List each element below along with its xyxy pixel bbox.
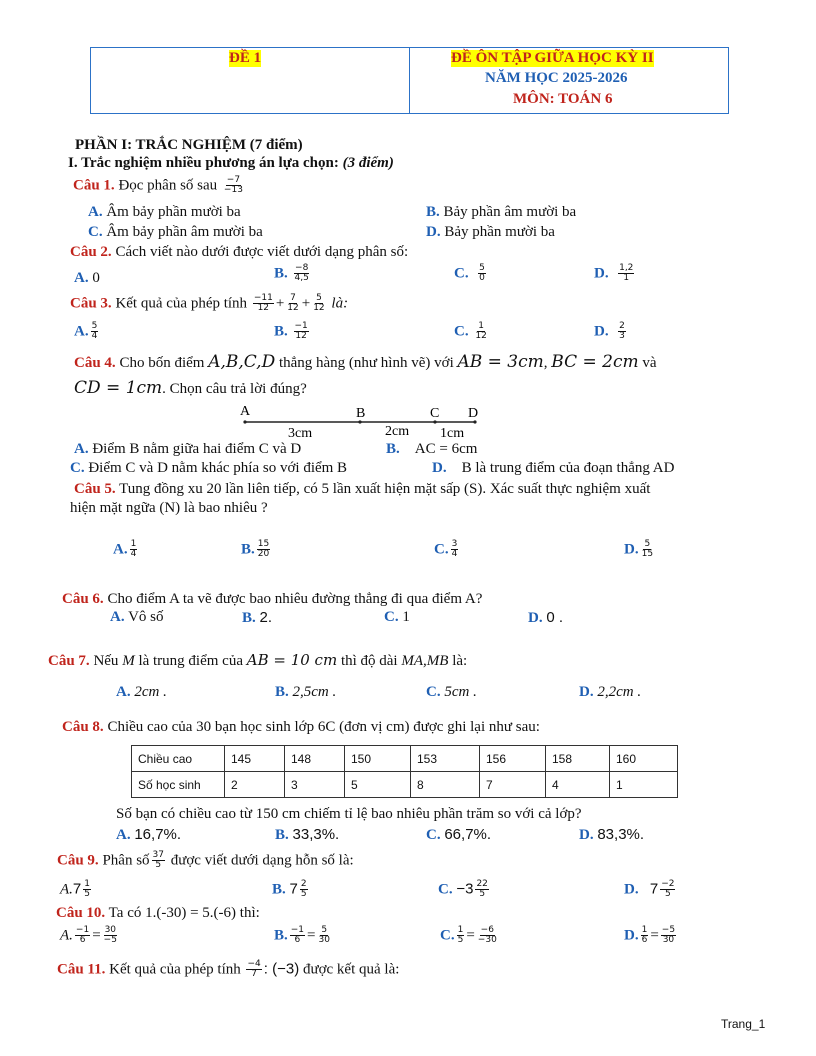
table-header-cell: Chiều cao [132, 746, 225, 772]
label-3cm: 3cm [288, 426, 313, 441]
question-1: Câu 1. Đọc phân số sau $\frac{-7}{-13}$ [73, 175, 243, 196]
q5-option-d[interactable]: D. $\frac{5}{15}$ [624, 539, 654, 560]
question-11: Câu 11. Kết quả của phép tính $\frac{-4}{7}$ : (−3) được kết quả là: [57, 959, 400, 980]
question-6: Câu 6. Cho điểm A ta vẽ được bao nhiêu đường thẳng đi qua điểm A? [62, 591, 483, 607]
q9-option-c[interactable]: C. −3 $\frac{22}{5}$ [438, 879, 488, 900]
q2-option-c[interactable]: C. $\frac{5}{0}$ [454, 263, 485, 284]
label-1cm: 1cm [440, 426, 465, 441]
point-a [243, 420, 246, 423]
q7-option-d[interactable]: D. 2,2cm . [579, 684, 642, 700]
school-year: NĂM HỌC 2025-2026 [485, 70, 628, 86]
subject: MÔN: TOÁN 6 [513, 91, 613, 107]
q3-option-c[interactable]: C. $\frac{1}{12}$ [454, 321, 487, 342]
label-2cm: 2cm [385, 424, 410, 439]
table-row [132, 746, 678, 772]
question-8: Câu 8. Chiều cao của 30 bạn học sinh lớp 6C (đơn vị cm) được ghi lại như sau: [62, 719, 540, 735]
q9-option-b[interactable]: B. 7 $\frac{2}{5}$ [272, 879, 307, 900]
table-cell: 148 [285, 746, 345, 772]
question-3: Câu 3. Kết quả của phép tính $\frac{-11}{12}$ + $\frac{7}{12}$ + $\frac{5}{12}$ là: [70, 293, 349, 314]
table-cell: 2 [225, 772, 285, 798]
q6-option-b[interactable]: B. 2. [242, 609, 273, 626]
q4-figure [230, 402, 500, 442]
q9-option-a[interactable]: A.7 $\frac{1}{5}$ [60, 879, 90, 900]
section-title: I. Trắc nghiệm nhiều phương án lựa chọn: (3 điểm) [68, 155, 394, 171]
q4-option-a[interactable]: A. Điểm B nằm giữa hai điểm C và D [74, 441, 302, 457]
table-row [132, 772, 678, 798]
question-9: Câu 9. Phân số $\frac{37}{5}$ được viết dưới dạng hỗn số là: [57, 850, 354, 871]
question-7: Câu 7. Nếu M là trung điểm của AB = 10 cm thì độ dài MA,MB là: [48, 651, 468, 669]
q4-option-b[interactable]: B. AC = 6cm [386, 441, 478, 457]
q10-option-d[interactable]: D. $\frac{1}{6}$ = $\frac{-5}{30}$ [624, 925, 676, 946]
part-title: PHẦN I: TRẮC NGHIỆM (7 điểm) [75, 137, 303, 153]
question-5: Câu 5. Tung đồng xu 20 lần liên tiếp, có 5 lần xuất hiện mặt sấp (S). Xác suất thực nghiệm xuất [74, 481, 651, 497]
label-a: A [240, 404, 251, 419]
table-cell: 4 [546, 772, 610, 798]
height-table [131, 745, 678, 798]
q10-option-b[interactable]: B. $\frac{-1}{6}$ = $\frac{5}{30}$ [274, 925, 330, 946]
q9-option-d[interactable]: D. 7 $\frac{-2}{5}$ [624, 879, 675, 900]
q2-option-b[interactable]: B. $\frac{-8}{4,5}$ [274, 263, 309, 284]
q1-option-d[interactable]: D. Bảy phần mười ba [426, 224, 555, 240]
q1-option-c[interactable]: C. Âm bảy phần âm mười ba [88, 224, 263, 240]
header-box [90, 47, 729, 114]
q4-option-c[interactable]: C. Điểm C và D nằm khác phía so với điểm B [70, 460, 348, 476]
table-cell: 160 [610, 746, 678, 772]
question-5-cont: hiện mặt ngữa (N) là bao nhiêu ? [70, 500, 268, 516]
exam-title: ĐỀ ÔN TẬP GIỮA HỌC KỲ II [451, 50, 654, 66]
table-header-cell: Số học sinh [132, 772, 225, 798]
table-cell: 5 [345, 772, 411, 798]
q5-option-a[interactable]: A. $\frac{1}{4}$ [113, 539, 137, 560]
question-4: Câu 4. Cho bốn điểm A,B,C,D thẳng hàng (như hình vẽ) với AB = 3cm, BC = 2cm và [74, 352, 657, 372]
q2-option-d[interactable]: D. $\frac{1,2}{1}$ [594, 263, 634, 284]
table-cell: 156 [480, 746, 546, 772]
q1-option-b[interactable]: B. Bảy phần âm mười ba [426, 204, 577, 220]
q8-option-b[interactable]: B. 33,3%. [275, 826, 340, 843]
label-b: B [356, 406, 366, 421]
table-cell: 1 [610, 772, 678, 798]
table-cell: 3 [285, 772, 345, 798]
q7-option-c[interactable]: C. 5cm . [426, 684, 477, 700]
question-2: Câu 2. Cách viết nào dưới được viết dưới dạng phân số: [70, 244, 409, 260]
q10-option-a[interactable]: A. $\frac{-1}{6}$ = $\frac{30}{-5}$ [60, 925, 117, 946]
q6-option-a[interactable]: A. Vô số [110, 609, 164, 625]
q1-option-a[interactable]: A. Âm bảy phần mười ba [88, 204, 241, 220]
exam-number: ĐỀ 1 [229, 50, 262, 66]
q5-option-b[interactable]: B. $\frac{15}{20}$ [241, 539, 270, 560]
q3-option-d[interactable]: D. $\frac{2}{3}$ [594, 321, 625, 342]
header-divider [409, 48, 410, 113]
q2-option-a[interactable]: A. 0 [74, 270, 100, 286]
q8-option-a[interactable]: A. 16,7%. [116, 826, 182, 843]
question-4-cont: CD = 1cm. Chọn câu trả lời đúng? [74, 378, 307, 398]
table-cell: 7 [480, 772, 546, 798]
q10-option-c[interactable]: C. $\frac{1}{5}$ = $\frac{-6}{-30}$ [440, 925, 497, 946]
q5-option-c[interactable]: C. $\frac{3}{4}$ [434, 539, 458, 560]
table-cell: 150 [345, 746, 411, 772]
q3-option-a[interactable]: A. $\frac{5}{4}$ [74, 321, 98, 342]
q6-option-c[interactable]: C. 1 [384, 609, 410, 625]
table-cell: 8 [411, 772, 480, 798]
fraction: $\frac{-7}{-13}$ [223, 175, 243, 196]
q3-option-b[interactable]: B. $\frac{-1}{12}$ [274, 321, 308, 342]
label-c: C [430, 406, 440, 421]
table-cell: 153 [411, 746, 480, 772]
q6-option-d[interactable]: D. 0 . [528, 609, 564, 626]
q4-option-d[interactable]: D. B là trung điểm của đoạn thẳng AD [432, 460, 675, 476]
question-8-cont: Số bạn có chiều cao từ 150 cm chiếm tỉ lệ bao nhiêu phần trăm so với cả lớp? [116, 806, 582, 822]
table-cell: 158 [546, 746, 610, 772]
q8-option-d[interactable]: D. 83,3%. [579, 826, 645, 843]
label-d: D [468, 406, 479, 421]
q8-option-c[interactable]: C. 66,7%. [426, 826, 492, 843]
q7-option-b[interactable]: B. 2,5cm . [275, 684, 337, 700]
question-10: Câu 10. Ta có 1.(-30) = 5.(-6) thì: [56, 905, 260, 921]
page-number: Trang_1 [721, 1017, 766, 1031]
q7-option-a[interactable]: A. 2cm . [116, 684, 167, 700]
table-cell: 145 [225, 746, 285, 772]
